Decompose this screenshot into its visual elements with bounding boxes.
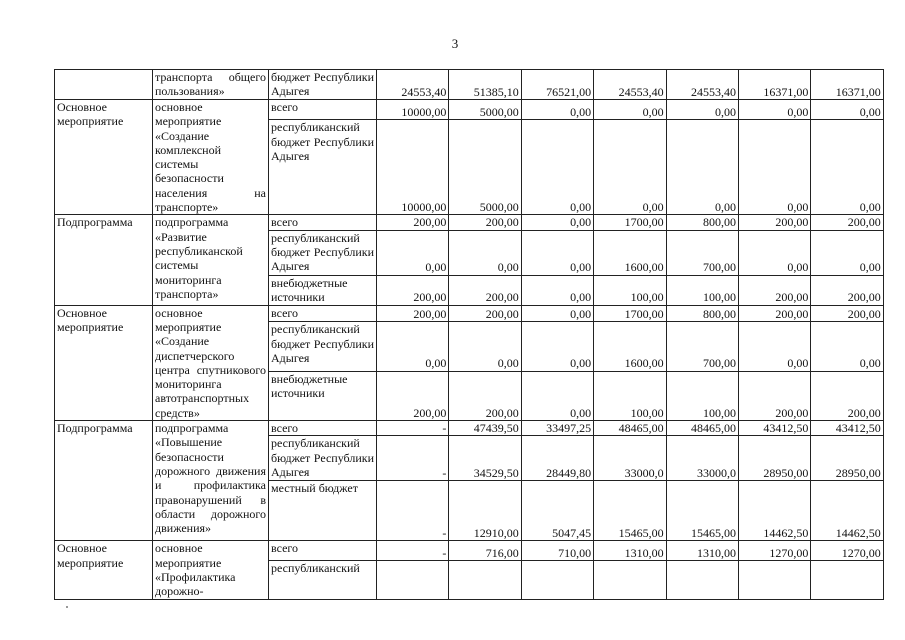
amount-cell: 51385,10	[449, 70, 521, 100]
amount-cell	[738, 560, 810, 599]
amount-cell: 0,00	[377, 322, 449, 371]
funding-source-cell: бюджет Республики Адыгея	[269, 70, 377, 100]
amount-cell: 24553,40	[594, 70, 666, 100]
amount-cell: 1600,00	[594, 322, 666, 371]
funding-source-cell: республиканский бюджет Республики Адыгея	[269, 120, 377, 215]
amount-cell: 14462,50	[811, 481, 883, 541]
amount-cell: 1270,00	[811, 541, 883, 561]
program-name-cell: подпрограмма «Повышение безопасности дорожного движения и профилактика правонарушений в области дорожного движения»	[153, 421, 269, 541]
amount-cell: 24553,40	[666, 70, 738, 100]
row-type-cell: Основное мероприятие	[55, 100, 153, 215]
amount-cell: 0,00	[811, 100, 883, 120]
amount-cell: -	[377, 481, 449, 541]
amount-cell: 710,00	[521, 541, 593, 561]
amount-cell: 0,00	[521, 275, 593, 305]
amount-cell: 5000,00	[449, 100, 521, 120]
amount-cell: 5047,45	[521, 481, 593, 541]
amount-cell	[377, 560, 449, 599]
amount-cell: 10000,00	[377, 120, 449, 215]
amount-cell: 200,00	[449, 215, 521, 230]
program-name-cell: основное мероприятие «Профилактика дорожно-	[153, 541, 269, 599]
amount-cell: 0,00	[738, 100, 810, 120]
amount-cell	[666, 560, 738, 599]
funding-source-cell: местный бюджет	[269, 481, 377, 541]
amount-cell: 200,00	[738, 215, 810, 230]
table-row	[55, 421, 884, 436]
amount-cell: 76521,00	[521, 70, 593, 100]
amount-cell: 0,00	[811, 230, 883, 275]
budget-table	[54, 69, 884, 600]
row-type-cell	[55, 70, 153, 100]
amount-cell: 5000,00	[449, 120, 521, 215]
amount-cell: 33000,0	[666, 436, 738, 481]
amount-cell: 28449,80	[521, 436, 593, 481]
amount-cell: 0,00	[521, 322, 593, 371]
amount-cell: 700,00	[666, 322, 738, 371]
amount-cell: 700,00	[666, 230, 738, 275]
program-name-cell: транспорта общего пользования»	[153, 70, 269, 100]
amount-cell: 0,00	[738, 230, 810, 275]
funding-source-cell: всего	[269, 100, 377, 120]
row-type-cell: Основное мероприятие	[55, 305, 153, 420]
amount-cell: 0,00	[449, 322, 521, 371]
program-name-cell: основное мероприятие «Создание комплексной системы безопасности населения на транспорте»	[153, 100, 269, 215]
row-type-cell: Подпрограмма	[55, 215, 153, 305]
amount-cell: 1310,00	[594, 541, 666, 561]
funding-source-cell: республиканский бюджет Республики Адыгея	[269, 436, 377, 481]
amount-cell: 10000,00	[377, 100, 449, 120]
table-row	[55, 215, 884, 230]
table-row	[55, 305, 884, 322]
program-name-cell: основное мероприятие «Создание диспетчерского центра спутникового мониторинга автотранспортных средств»	[153, 305, 269, 420]
amount-cell: 43412,50	[738, 421, 810, 436]
page-number: 3	[451, 36, 459, 51]
amount-cell: 0,00	[521, 100, 593, 120]
amount-cell: 48465,00	[666, 421, 738, 436]
funding-source-cell: внебюджетные источники	[269, 371, 377, 420]
amount-cell: 200,00	[738, 275, 810, 305]
amount-cell: 200,00	[811, 215, 883, 230]
amount-cell: 0,00	[738, 120, 810, 215]
amount-cell: 28950,00	[738, 436, 810, 481]
amount-cell: 0,00	[594, 100, 666, 120]
amount-cell: 33497,25	[521, 421, 593, 436]
amount-cell: 200,00	[449, 305, 521, 322]
program-name-cell: подпрограмма «Развитие республиканской системы мониторинга транспорта»	[153, 215, 269, 305]
amount-cell: 0,00	[811, 120, 883, 215]
funding-source-cell: всего	[269, 541, 377, 561]
amount-cell: 48465,00	[594, 421, 666, 436]
amount-cell: 15465,00	[594, 481, 666, 541]
amount-cell: 33000,0	[594, 436, 666, 481]
amount-cell: 200,00	[377, 371, 449, 420]
amount-cell: 100,00	[666, 371, 738, 420]
amount-cell: 16371,00	[811, 70, 883, 100]
amount-cell: 24553,40	[377, 70, 449, 100]
amount-cell: 100,00	[594, 275, 666, 305]
amount-cell: 28950,00	[811, 436, 883, 481]
funding-source-cell: республиканский бюджет Республики Адыгея	[269, 230, 377, 275]
amount-cell: 200,00	[449, 275, 521, 305]
amount-cell: 200,00	[377, 305, 449, 322]
amount-cell: 14462,50	[738, 481, 810, 541]
amount-cell: 1270,00	[738, 541, 810, 561]
amount-cell: 0,00	[377, 230, 449, 275]
amount-cell: 200,00	[377, 275, 449, 305]
amount-cell	[449, 560, 521, 599]
table-row	[55, 70, 884, 100]
amount-cell: 100,00	[666, 275, 738, 305]
amount-cell: 0,00	[594, 120, 666, 215]
amount-cell	[521, 560, 593, 599]
amount-cell: 1700,00	[594, 215, 666, 230]
amount-cell: -	[377, 541, 449, 561]
amount-cell: 0,00	[738, 322, 810, 371]
funding-source-cell: республиканский	[269, 560, 377, 599]
amount-cell	[811, 560, 883, 599]
amount-cell: 200,00	[811, 305, 883, 322]
funding-source-cell: внебюджетные источники	[269, 275, 377, 305]
amount-cell: 200,00	[738, 371, 810, 420]
amount-cell: 800,00	[666, 215, 738, 230]
table-row	[55, 541, 884, 561]
amount-cell: 200,00	[811, 371, 883, 420]
amount-cell: 200,00	[449, 371, 521, 420]
amount-cell: 0,00	[521, 120, 593, 215]
table-row	[55, 100, 884, 120]
amount-cell: 34529,50	[449, 436, 521, 481]
row-type-cell: Основное мероприятие	[55, 541, 153, 599]
amount-cell: 16371,00	[738, 70, 810, 100]
amount-cell: 0,00	[521, 230, 593, 275]
amount-cell	[594, 560, 666, 599]
funding-source-cell: всего	[269, 421, 377, 436]
scan-speck	[66, 606, 68, 608]
amount-cell: -	[377, 436, 449, 481]
amount-cell: 800,00	[666, 305, 738, 322]
amount-cell: 0,00	[811, 322, 883, 371]
amount-cell: 0,00	[521, 215, 593, 230]
funding-source-cell: всего	[269, 215, 377, 230]
amount-cell: 0,00	[449, 230, 521, 275]
amount-cell: 716,00	[449, 541, 521, 561]
amount-cell: 43412,50	[811, 421, 883, 436]
amount-cell: 0,00	[521, 371, 593, 420]
amount-cell: -	[377, 421, 449, 436]
amount-cell: 1600,00	[594, 230, 666, 275]
amount-cell: 0,00	[666, 120, 738, 215]
amount-cell: 200,00	[811, 275, 883, 305]
amount-cell: 1310,00	[666, 541, 738, 561]
amount-cell: 47439,50	[449, 421, 521, 436]
amount-cell: 15465,00	[666, 481, 738, 541]
funding-source-cell: всего	[269, 305, 377, 322]
amount-cell: 12910,00	[449, 481, 521, 541]
amount-cell: 200,00	[377, 215, 449, 230]
amount-cell: 200,00	[738, 305, 810, 322]
amount-cell: 0,00	[521, 305, 593, 322]
amount-cell: 100,00	[594, 371, 666, 420]
amount-cell: 1700,00	[594, 305, 666, 322]
row-type-cell: Подпрограмма	[55, 421, 153, 541]
funding-source-cell: республиканский бюджет Республики Адыгея	[269, 322, 377, 371]
amount-cell: 0,00	[666, 100, 738, 120]
